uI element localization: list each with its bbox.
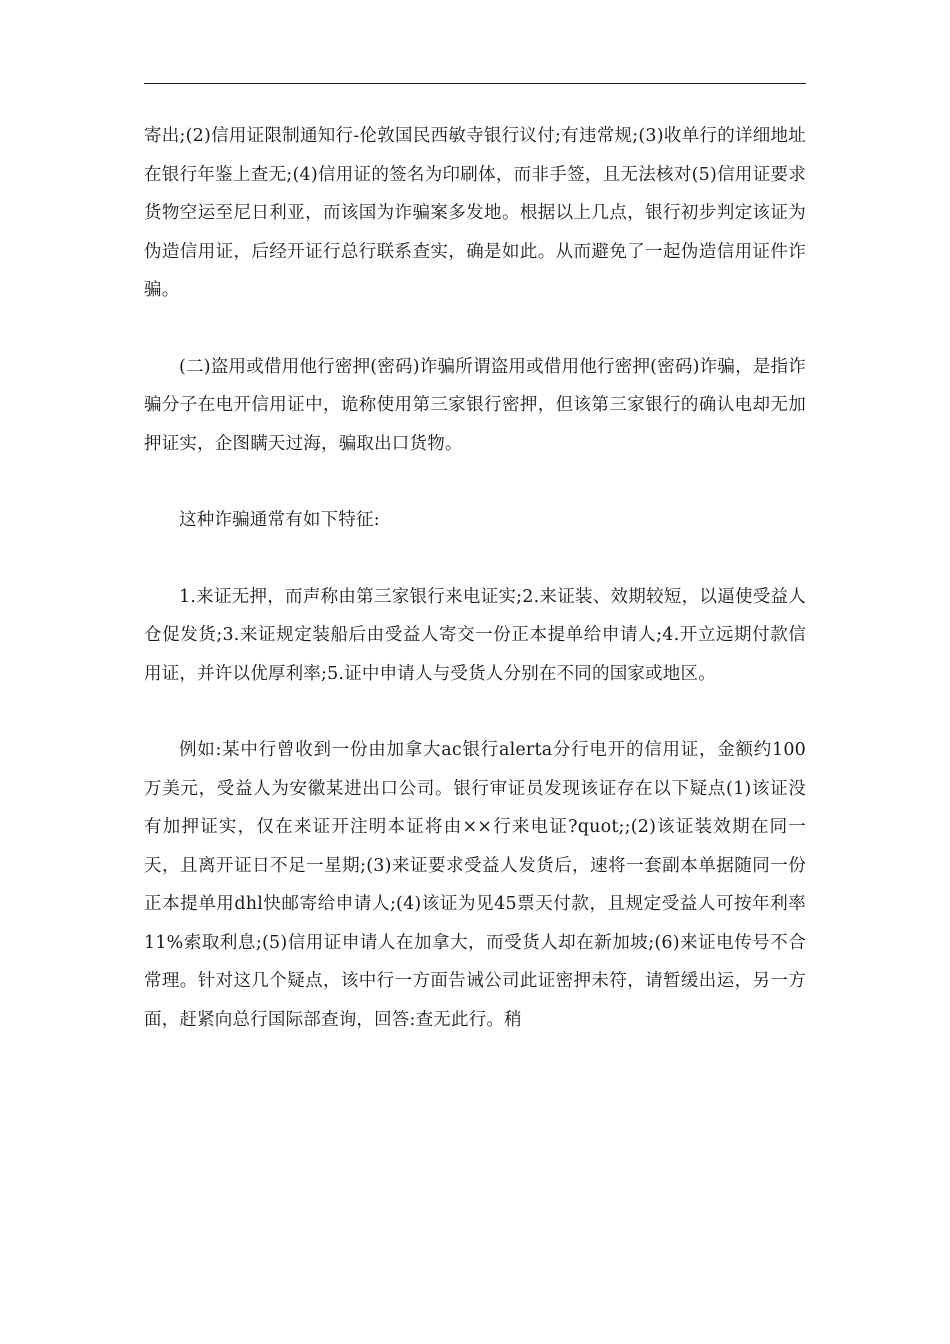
- paragraph-features-intro: 这种诈骗通常有如下特征:: [179, 510, 380, 530]
- paragraph-example: 例如:某中行曾收到一份由加拿大ac银行alerta分行电开的信用证，金额约100万美元，受益人为安徽某进出口公司。银行审证员发现该证存在以下疑点(1)该证没有加押证实，仅在来证开注明本证将由××行来电证?quot;;(2)该证装效期在同一天，且离开证日不足一星期;(3)来证要求受益人发货后，速将一套副本单据随同一份正本提单用dhl快邮寄给申请人;(4)该证为见45票天付款，且规定受益人可按年利率11%索取利息;(5)信用证申请人在加拿大，而受货人却在新加坡;(6)来证电传号不合常理。针对这几个疑点，该中行一方面告诫公司此证密押未符，请暂缓出运，另一方面，赶紧向总行国际部查询，回答:查无此行。稍: [144, 740, 806, 1030]
- document-body: [144, 117, 806, 1077]
- header-rule: [144, 83, 806, 84]
- paragraph-features-list: 1.来证无押，而声称由第三家银行来电证实;2.来证装、效期较短，以逼使受益人仓促发货;3.来证规定装船后由受益人寄交一份正本提单给申请人;4.开立远期付款信用证，并许以优厚利率;5.证中申请人与受货人分别在不同的国家或地区。: [144, 586, 806, 684]
- paragraph-section-two: (二)盗用或借用他行密押(密码)诈骗所谓盗用或借用他行密押(密码)诈骗，是指诈骗分子在电开信用证中，诡称使用第三家银行密押，但该第三家银行的确认电却无加押证实，企图瞒天过海，骗取出口货物。: [144, 356, 806, 454]
- paragraph-continuation: 寄出;(2)信用证限制通知行-伦敦国民西敏寺银行议付;有违常规;(3)收单行的详细地址在银行年鉴上查无;(4)信用证的签名为印刷体，而非手签，且无法核对(5)信用证要求货物空运至尼日利亚，而该国为诈骗案多发地。根据以上几点，银行初步判定该证为伪造信用证，后经开证行总行联系查实，确是如此。从而避免了一起伪造信用证件诈骗。: [144, 126, 806, 300]
